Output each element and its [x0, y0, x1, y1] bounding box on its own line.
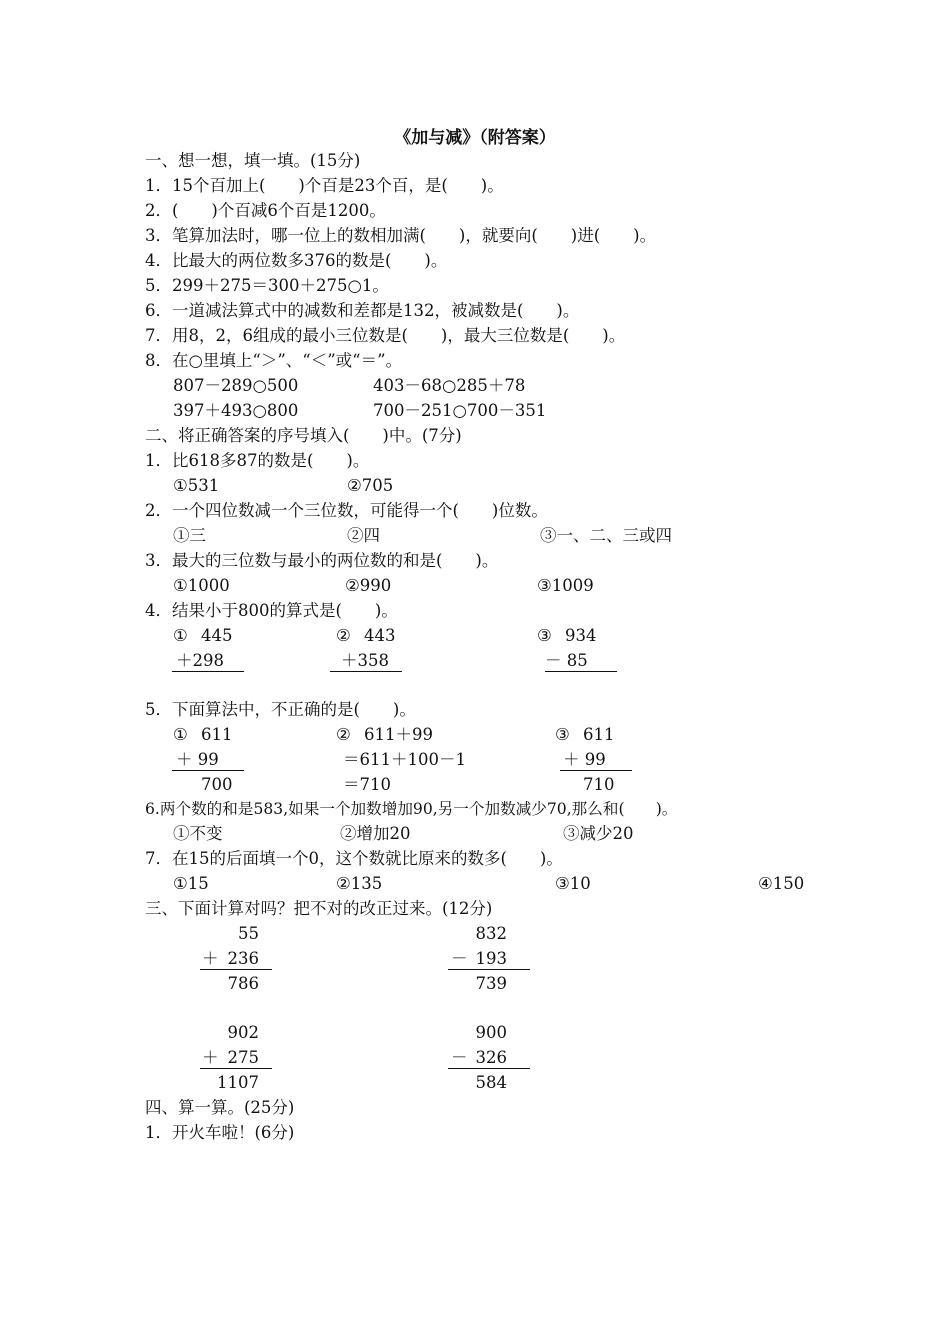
vertical-rule: [545, 671, 617, 672]
vertical-rule: [448, 1068, 530, 1069]
s2-question-1: 1．比618多87的数是( )。: [145, 451, 370, 470]
compare-item: 397＋493○800: [173, 401, 299, 420]
option: ①1000: [173, 576, 230, 595]
vertical-bottom: ＋358: [341, 651, 389, 670]
vertical-rule: [200, 1068, 272, 1069]
option-label: ③: [555, 725, 570, 744]
option: ③10: [555, 874, 591, 893]
calc-line: ＝710: [343, 775, 391, 794]
option: ③减少20: [563, 824, 634, 843]
section2-heading: 二、将正确答案的序号填入( )中。(7分): [145, 426, 462, 445]
s1-question-3: 3．笔算加法时，哪一位上的数相加满( )，就要向( )进( )。: [145, 226, 657, 245]
vertical-result: 710: [583, 775, 615, 794]
option: ③一、二、三或四: [540, 526, 672, 545]
section1-heading: 一、想一想，填一填。(15分): [145, 151, 361, 170]
option: ②135: [336, 874, 383, 893]
option: ①三: [173, 526, 206, 545]
s2-question-7: 7．在15的后面填一个0，这个数就比原来的数多( )。: [145, 849, 563, 868]
vertical-result: 584: [475, 1073, 507, 1092]
vertical-rule: [172, 671, 244, 672]
vertical-result: 700: [201, 775, 233, 794]
option-label: ①: [173, 626, 188, 645]
option-label: ③: [537, 626, 552, 645]
vertical-operator: －: [451, 1048, 468, 1067]
page-title: 《加与减》（附答案）: [394, 128, 556, 148]
s4-question-1: 1．开火车啦！(6分): [145, 1123, 295, 1142]
s2-question-2: 2．一个四位数减一个三位数，可能得一个( )位数。: [145, 501, 548, 520]
vertical-top: 443: [364, 626, 396, 645]
vertical-bottom: ＋ 99: [563, 750, 606, 769]
s1-question-6: 6．一道减法算式中的减数和差都是132，被减数是( )。: [145, 301, 580, 320]
vertical-bottom: 326: [475, 1048, 507, 1067]
vertical-top: 55: [238, 924, 259, 943]
vertical-bottom: ＋ 99: [176, 750, 219, 769]
calc-line: 611＋99: [364, 725, 433, 744]
s1-question-5: 5．299＋275＝300＋275○1。: [145, 276, 389, 295]
vertical-top: 934: [565, 626, 597, 645]
vertical-operator: ＋: [202, 949, 219, 968]
vertical-rule: [560, 770, 632, 771]
option-label: ②: [336, 626, 351, 645]
option: ①15: [173, 874, 209, 893]
option-label: ②: [336, 725, 351, 744]
vertical-rule: [172, 770, 244, 771]
vertical-result: 739: [475, 974, 507, 993]
vertical-top: 445: [201, 626, 233, 645]
option: ①不变: [173, 824, 223, 843]
s1-question-4: 4．比最大的两位数多376的数是( )。: [145, 251, 448, 270]
vertical-operator: －: [451, 949, 468, 968]
vertical-bottom: ＋298: [176, 651, 224, 670]
option: ②增加20: [340, 824, 411, 843]
vertical-top: 900: [475, 1023, 507, 1042]
vertical-top: 611: [201, 725, 233, 744]
s2-question-5: 5．下面算法中，不正确的是( )。: [145, 700, 416, 719]
vertical-top: 902: [227, 1023, 259, 1042]
section4-heading: 四、算一算。(25分): [145, 1098, 295, 1117]
s1-question-8: 8．在○里填上“＞”、“＜”或“＝”。: [145, 351, 403, 370]
vertical-result: 1107: [217, 1073, 259, 1092]
option-label: ①: [173, 725, 188, 744]
vertical-bottom: － 85: [545, 651, 588, 670]
vertical-bottom: 193: [475, 949, 507, 968]
s1-question-1: 1．15个百加上( )个百是23个百，是( )。: [145, 176, 504, 195]
section3-heading: 三、下面计算对吗？把不对的改正过来。(12分): [145, 899, 493, 918]
vertical-top: 832: [475, 924, 507, 943]
compare-item: 403－68○285＋78: [373, 376, 526, 395]
option: ②四: [347, 526, 380, 545]
calc-line: ＝611＋100－1: [343, 750, 466, 769]
vertical-rule: [448, 969, 530, 970]
vertical-rule: [330, 671, 402, 672]
option: ④150: [758, 874, 805, 893]
vertical-rule: [200, 969, 272, 970]
s2-question-3: 3．最大的三位数与最小的两位数的和是( )。: [145, 551, 499, 570]
vertical-bottom: 236: [227, 949, 259, 968]
vertical-bottom: 275: [227, 1048, 259, 1067]
s1-question-7: 7．用8，2，6组成的最小三位数是( )，最大三位数是( )。: [145, 326, 626, 345]
compare-item: 700－251○700－351: [373, 401, 547, 420]
s1-question-2: 2．( )个百减6个百是1200。: [145, 201, 386, 220]
option: ②705: [347, 476, 394, 495]
s2-question-4: 4．结果小于800的算式是( )。: [145, 601, 398, 620]
vertical-result: 786: [227, 974, 259, 993]
option: ③1009: [537, 576, 594, 595]
option: ②990: [345, 576, 392, 595]
option: ①531: [173, 476, 220, 495]
s2-question-6: 6.两个数的和是583,如果一个加数增加90,另一个加数减少70,那么和( )。: [145, 800, 678, 818]
vertical-top: 611: [583, 725, 615, 744]
vertical-operator: ＋: [202, 1048, 219, 1067]
compare-item: 807－289○500: [173, 376, 299, 395]
